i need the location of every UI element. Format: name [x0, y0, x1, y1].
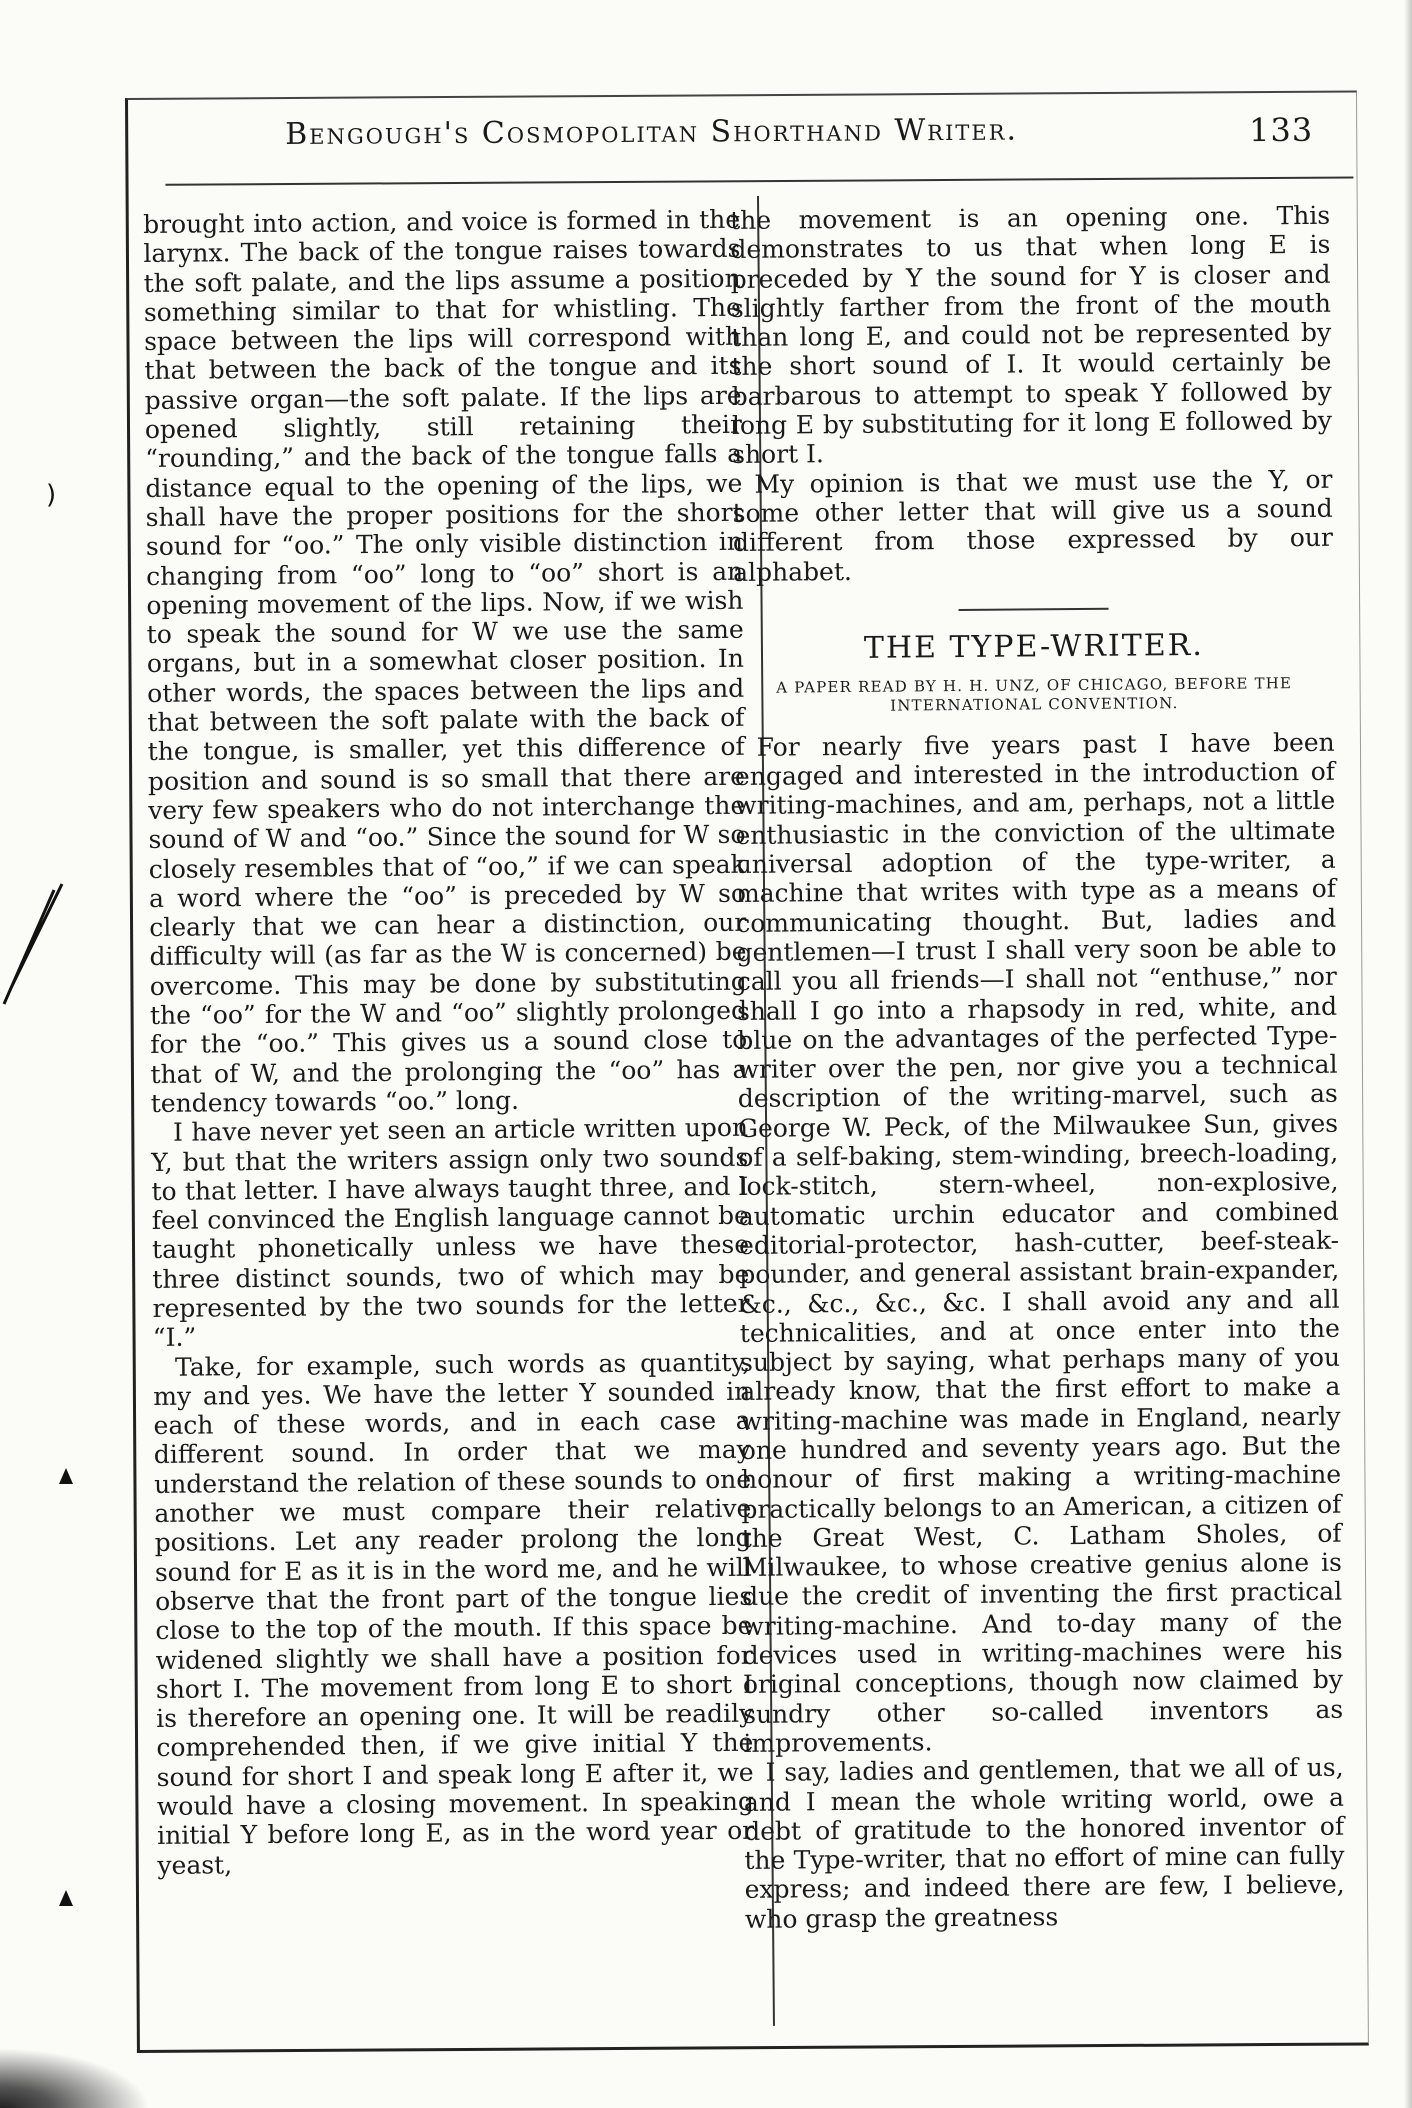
right-column	[730, 201, 1346, 2016]
margin-arrow-up-icon	[58, 1890, 74, 1908]
running-title: Bengough's Cosmopolitan Shorthand Writer.	[285, 112, 1019, 153]
paragraph: For nearly five years past I have been engaged and interested in the introduction of writing-machines, and am, perhaps, not a little enthusiastic in the conviction of the ultimate universal adoption of the type-writer, a machine that writes with type as a means of communicating thought. But, ladies and gentlemen—I trust I shall very soon be able to call you all friends—I shall not “enthuse,” nor shall I go into a rhapsody in red, white, and blue on the advantages of the perfected Type-writer over the pen, nor give you a technical description of the writing-marvel, such as George W. Peck, of the Milwaukee Sun, gives of a self-baking, stem-winding, breech-loading, lock-stitch, stern-wheel, non-explosive, automatic urchin educator and combined editorial-protector, hash-cutter, beef-steak-pounder, and general assistant brain-expander, &c., &c., &c., &c. I shall avoid any and all technicalities, and at once enter into the subject by saying, what perhaps many of you already know, that the first effort to make a writing-machine was made in England, nearly one hundred and seventy years ago. But the honour of first making a writing-machine practically belongs to an American, a citizen of the Great West, C. Latham Sholes, of Milwaukee, to whose creative genius alone is due the credit of inventing the first practical writing-machine. And to-day many of the devices used in writing-machines were his original conceptions, though now claimed by sundry other so-called inventors as improvements.	[734, 727, 1344, 1758]
byline: A PAPER READ BY H. H. UNZ, OF CHICAGO, BEFORE THE INTERNATIONAL CONVENTION.	[776, 673, 1293, 715]
paragraph: I have never yet seen an article written upon Y, but that the writers assign only two sounds to that letter. I have always taught three, and I feel convinced the English language cannot be taught phonetically unless we have these three distinct sounds, two of which may be represented by the two sounds for the letter “I.”	[151, 1112, 750, 1353]
paragraph: I say, ladies and gentlemen, that we all of us, and I mean the whole writing world, owe a debt of gratitude to the honored inventor of the Type-writer, that no effort of mine can fully express; and indeed there are few, I believe, who grasp the greatness	[743, 1752, 1345, 1934]
margin-mark-slash	[0, 880, 70, 1010]
scan-corner-shadow	[0, 2048, 150, 2108]
section-title: THE TYPE-WRITER.	[863, 627, 1204, 666]
page-number: 133	[1248, 110, 1314, 150]
section-rule	[959, 608, 1109, 611]
scan-edge-shadow	[1404, 0, 1412, 2108]
paragraph: My opinion is that we must use the Y, or some other letter that will give us a sound different from those expressed by our alphabet.	[732, 464, 1334, 587]
left-column	[143, 205, 756, 2020]
paragraph: brought into action, and voice is formed in the larynx. The back of the tongue raises towards the soft palate, and the lips assume a position something similar to that for whistling. The space between the lips will correspond with that between the back of the tongue and its passive organ—the soft palate. If the lips are opened slightly, still retaining their “rounding,” and the back of the tongue falls a distance equal to the opening of the lips, we shall have the proper positions for the short sound for “oo.” The only visible distinction in changing from “oo” long to “oo” short is an opening movement of the lips. Now, if we wish to speak the sound for W we use the same organs, but in a somewhat closer position. In other words, the spaces between the lips and that between the soft palate with the back of the tongue, is smaller, yet this difference of position and sound is so small that there are very few speakers who do not interchange the sound of W and “oo.” Since the sound for W so closely resembles that of “oo,” if we can speak a word where the “oo” is preceded by W so clearly that we can hear a distinction, our difficulty will (as far as the W is concerned) be overcome. This may be done by substituting the “oo” for the W and “oo” slightly prolonged for the “oo.” This gives us a sound close to that of W, and the prolonging the “oo” has a tendency towards “oo.” long.	[143, 204, 748, 1118]
paragraph: Take, for example, such words as quantity, my and yes. We have the letter Y sounded in each of these words, and in each case a different sound. In order that we may understand the relation of these sounds to one another we must compare their relative positions. Let any reader prolong the long sound for E as it is in the word me, and he will observe that the front part of the tongue lies close to the top of the mouth. If this space be widened slightly we shall have a position for short I. The movement from long E to short I is therefore an opening one. It will be readily comprehended then, if we give initial Y the sound for short I and speak long E after it, we would have a closing movement. In speaking initial Y before long E, as in the word year or yeast,	[153, 1347, 755, 1880]
margin-mark-bracket: )	[46, 480, 57, 510]
margin-arrow-up-icon	[58, 1468, 74, 1486]
paragraph: the movement is an opening one. This demonstrates to us that when long E is preceded by Y the sound for Y is closer and slightly farther from the front of the mouth than long E, and could not be represented by the short sound of I. It would certainly be barbarous to attempt to speak Y followed by long E by substituting for it long E followed by short I.	[730, 200, 1333, 470]
running-header	[125, 104, 1353, 172]
